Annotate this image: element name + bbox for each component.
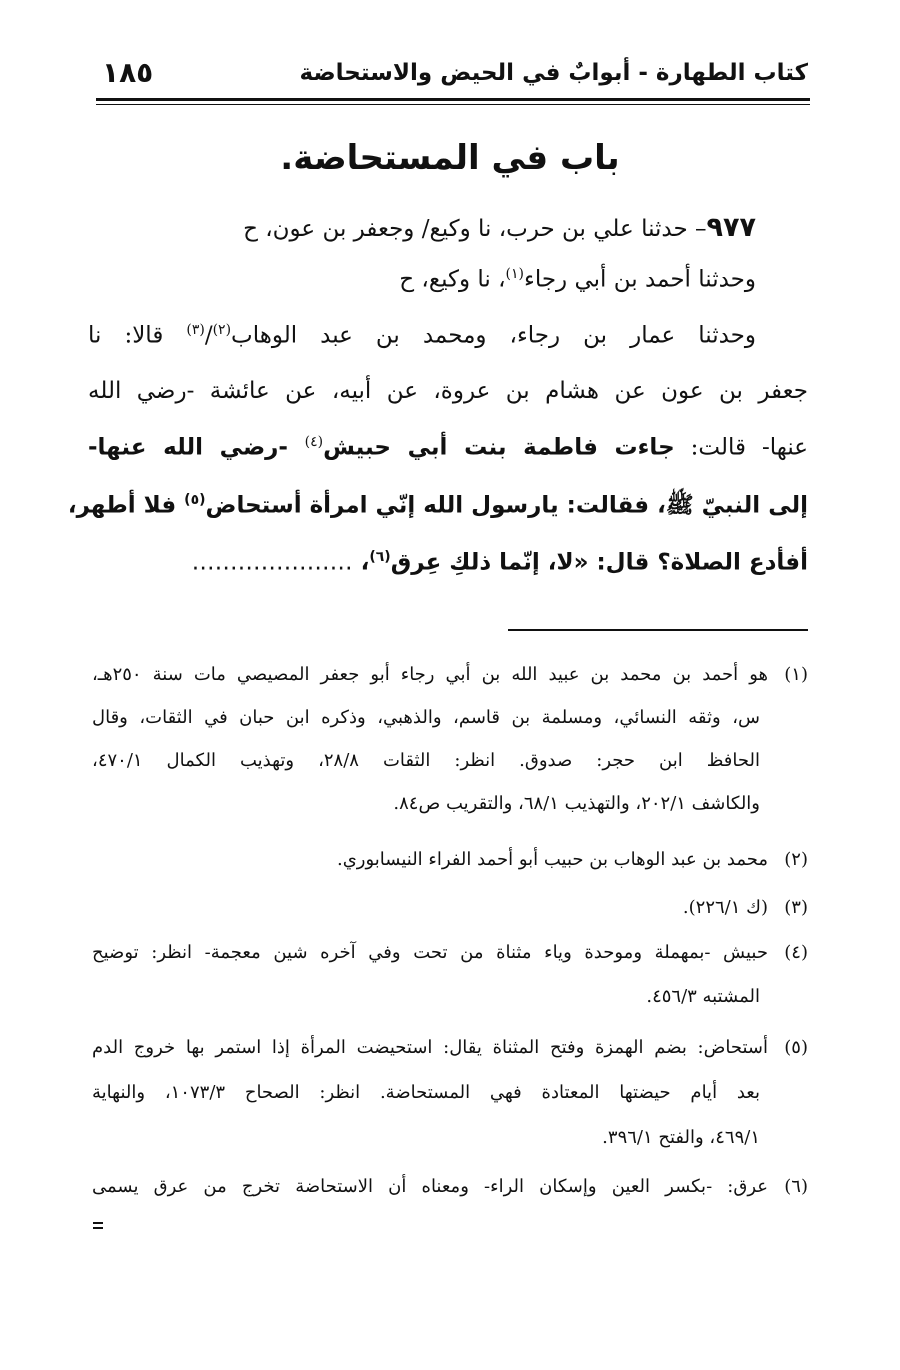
footnote-ref: (٢): [212, 322, 232, 338]
footnote-1-line-3: الحافظ ابن حجر: صدوق. انظر: الثقات ٢٨/٨، وتهذيب الكمال ٤٧٠/١،: [92, 750, 760, 771]
footnote-text: أستحاض: بضم الهمزة وفتح المثناة يقال: استحيضت المرأة إذا استمر بها خروج الدم: [92, 1037, 768, 1058]
text-run-bold: فلا أطهر،: [67, 492, 185, 519]
footnote-4: [92, 942, 808, 964]
text-run-bold: -رضي الله عنها-: [88, 434, 305, 461]
text-run-bold: ،: [352, 549, 370, 576]
footnote-ref: (٣): [186, 322, 205, 338]
footnote-5-line-2: بعد أيام حيضتها المعتادة فهي المستحاضة. انظر: الصحاح ١٠٧٣/٣، والنهاية: [92, 1082, 760, 1103]
footnote-text: حبيش -بمهملة وموحدة وياء مثناة من تحت وفي آخره شين معجمة- انظر: توضيح: [92, 942, 768, 963]
ellipsis-dots: …………………: [191, 549, 353, 576]
running-title: كتاب الطهارة - أبوابٌ في الحيض والاستحاضة: [299, 60, 808, 86]
footnote-number: (٦): [784, 1176, 808, 1197]
header-rule-thick: [96, 98, 810, 101]
text-run: وحدثنا عمار بن رجاء، ومحمد بن عبد الوهاب: [231, 322, 757, 349]
footnote-text: محمد بن عبد الوهاب بن حبيب أبو أحمد الفراء النيسابوري.: [336, 849, 768, 870]
text-run: /: [204, 322, 213, 349]
footnote-number: (١): [784, 664, 808, 685]
footnote-number: (٢): [784, 849, 808, 870]
footnote-4-line-2: المشتبه ٤٥٦/٣.: [646, 986, 760, 1007]
footnote-ref: (١): [505, 266, 524, 282]
footnote-ref: (٤): [304, 434, 324, 450]
hadith-line-3: [88, 322, 756, 350]
text-run: جعفر بن عون عن هشام بن عروة، عن أبيه، عن عائشة -رضي الله: [88, 378, 808, 404]
footnote-1: [92, 664, 808, 686]
hadith-line-5: [88, 434, 808, 462]
footnote-separator: [508, 629, 808, 631]
footnote-number: (٤): [784, 942, 808, 963]
hadith-line-7: [88, 549, 808, 577]
chapter-title: باب في المستحاضة.: [280, 138, 620, 178]
hadith-line-2: [88, 266, 756, 294]
footnote-5-line-3: ٤٦٩/١، والفتح ٣٩٦/١.: [602, 1127, 760, 1148]
footnote-text: هو أحمد بن محمد بن عبيد الله بن أبي رجاء أبو جعفر المصيصي مات سنة ٢٥٠هـ،: [92, 664, 768, 685]
hadith-number: ٩٧٧: [706, 212, 756, 243]
running-header: [96, 56, 808, 96]
text-run-bold: إلى النبيّ ﷺ، فقالت: يارسول الله إنّي امرأة أستحاض: [205, 492, 808, 519]
footnote-number: (٣): [784, 897, 808, 918]
footnote-3: [92, 897, 808, 919]
text-run: ، نا وكيع، ح: [399, 266, 506, 293]
hadith-line-1: [88, 212, 756, 244]
text-run-bold: أفأدع الصلاة؟ قال: «لا، إنّما ذلكِ عِرق: [390, 549, 808, 576]
footnote-ref: (٥): [184, 492, 206, 508]
text-run: وحدثنا أحمد بن أبي رجاء: [524, 266, 756, 293]
footnote-text: عرق: -بكسر العين وإسكان الراء- ومعناه أن الاستحاضة تخرج من عرق يسمى: [92, 1176, 768, 1197]
footnote-6: [92, 1176, 808, 1198]
footnote-text: (ك ٢٢٦/١).: [682, 897, 768, 918]
footnote-1-line-2: س، وثقه النسائي، ومسلمة بن قاسم، والذهبي، وذكره ابن حبان في الثقات، وقال: [92, 707, 760, 728]
footnote-ref: (٦): [369, 549, 391, 565]
continuation-mark: [93, 1222, 103, 1232]
footnote-5: [92, 1037, 808, 1059]
hadith-line-4: [88, 378, 808, 406]
footnote-1-line-4: والكاشف ٢٠٢/١، والتهذيب ٦٨/١، والتقريب ص٨٤.: [393, 793, 760, 814]
footnote-2: [92, 849, 808, 871]
header-rule-thin: [96, 104, 810, 105]
text-run: قالا: نا: [88, 322, 187, 349]
text-run: – حدثنا علي بن حرب، نا وكيع/ وجعفر بن عون، ح: [243, 216, 707, 242]
text-run-bold: جاءت فاطمة بنت أبي حبيش: [323, 434, 675, 461]
page-number: ١٨٥: [102, 56, 154, 89]
text-run: عنها- قالت:: [674, 434, 809, 461]
footnote-number: (٥): [784, 1037, 808, 1058]
hadith-line-6: [67, 492, 808, 520]
